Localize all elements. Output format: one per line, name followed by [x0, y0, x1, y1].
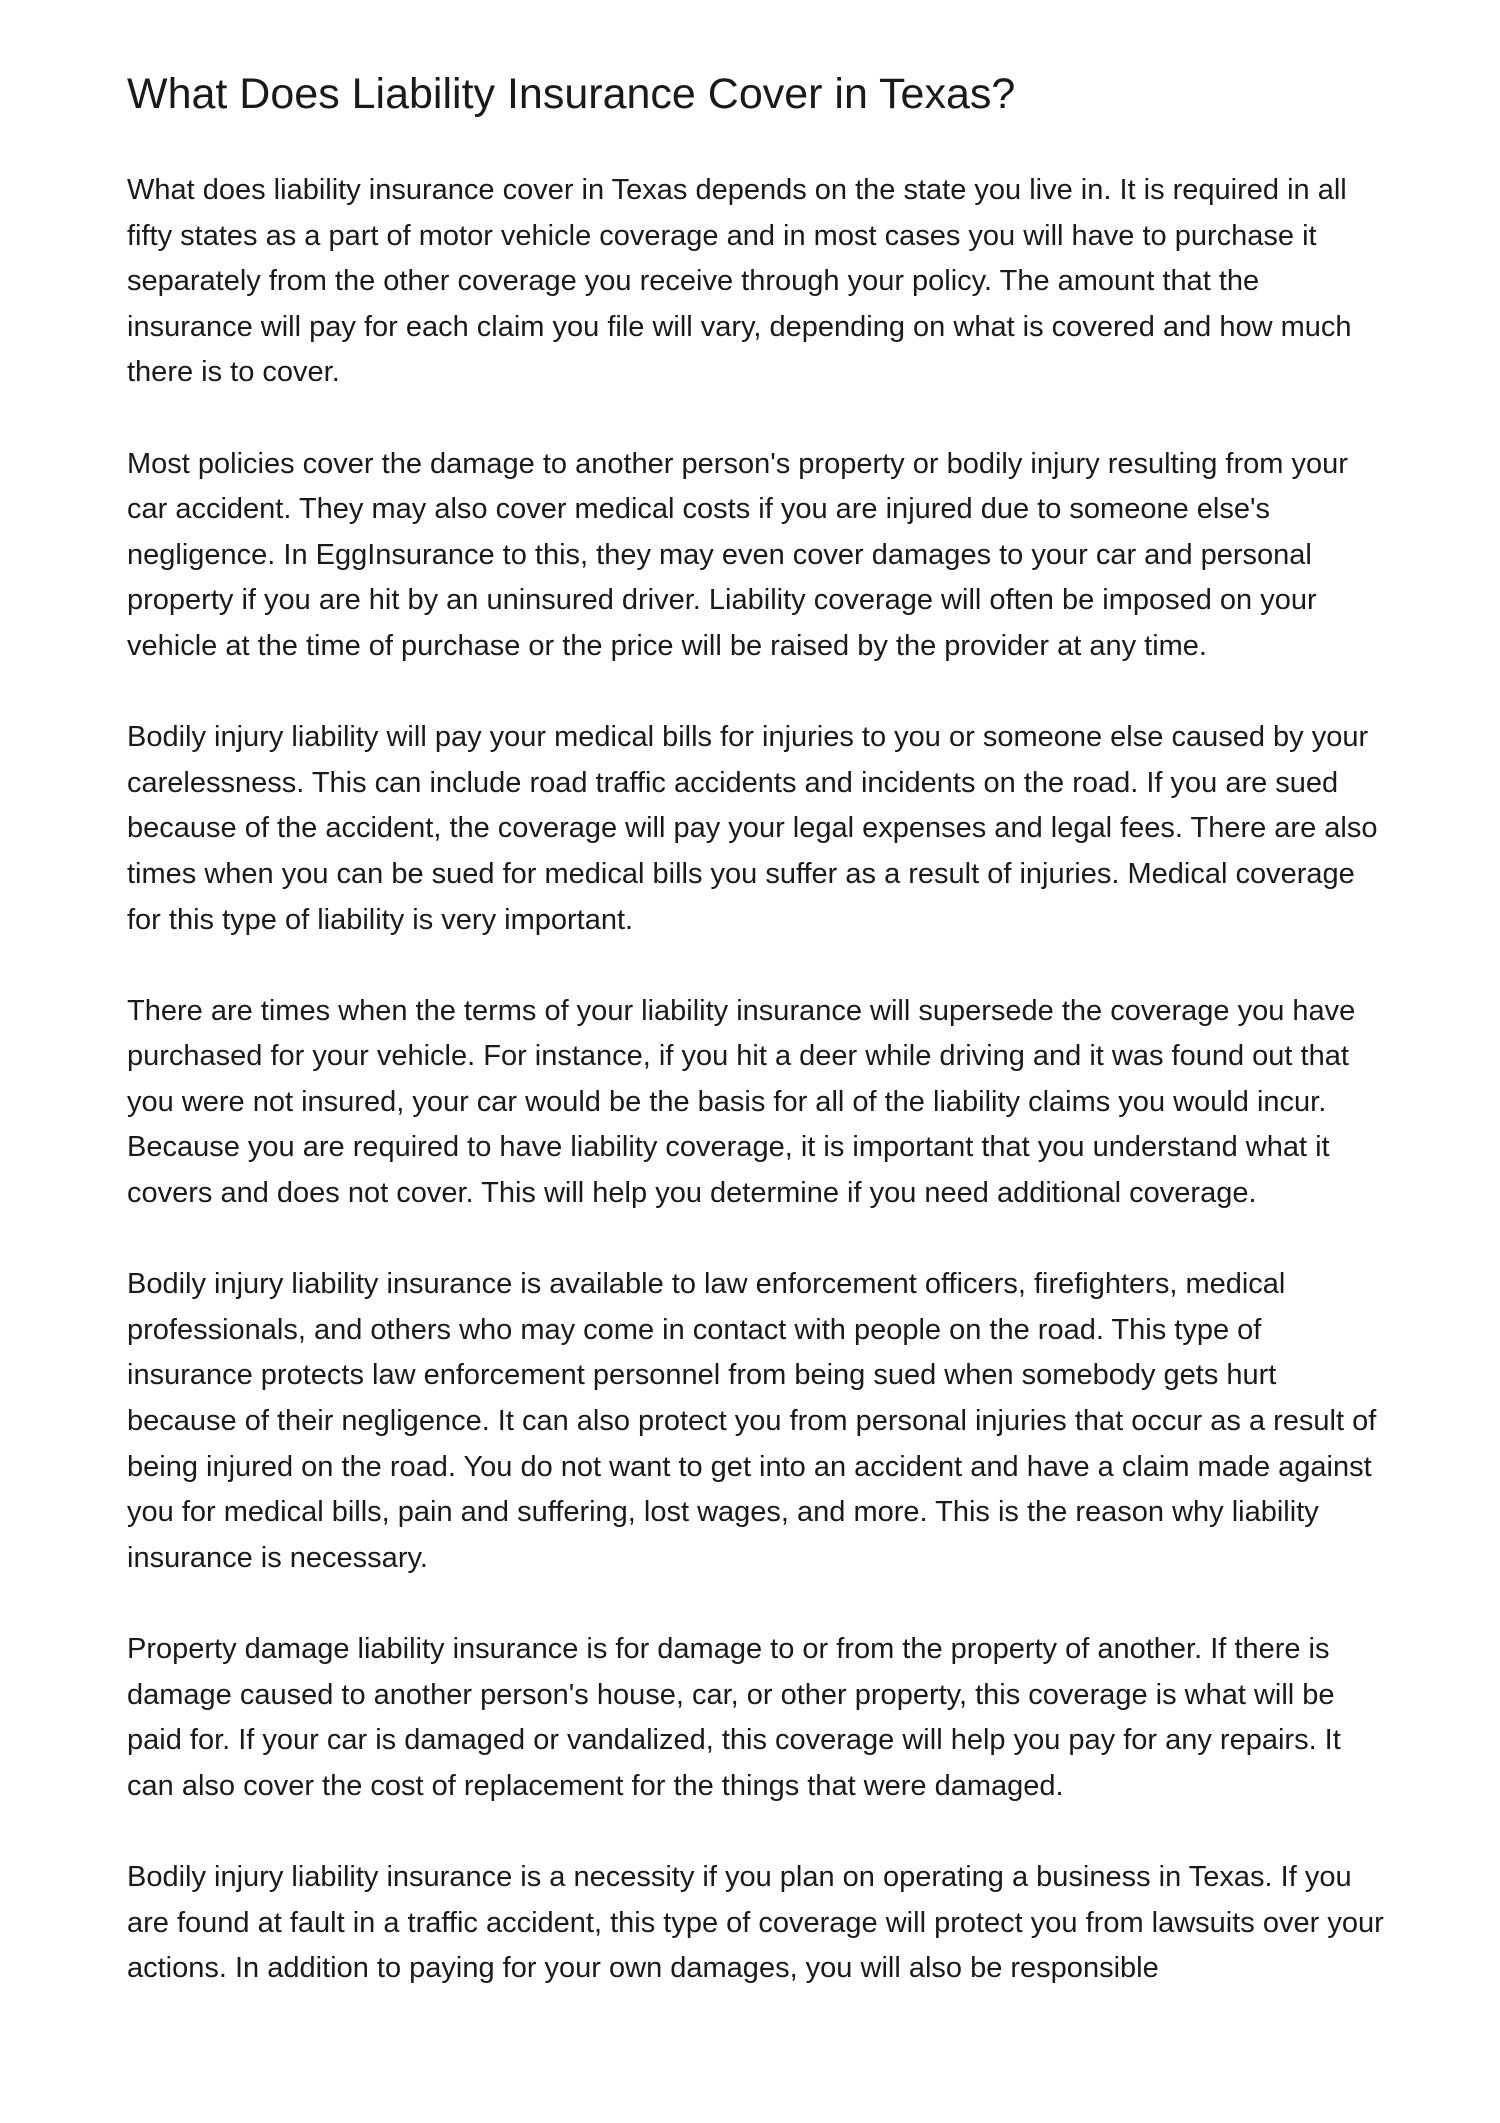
paragraph-terms-supersede: There are times when the terms of your liability insurance will supersede the coverage you have purchased for your vehicle. For instance, if you hit a deer while driving and it was found out that you were not insured, your car would be the basis for all of the liability claims you would incur. Because you are required to have liability coverage, it is important that you understand what it covers and does not cover. This will help you determine if you need additional coverage.	[127, 994, 1356, 1210]
paragraph-law-enforcement: Bodily injury liability insurance is available to law enforcement officers, firefighters, medical professionals, and others who may come in contact with people on the road. This type of insurance protects law enforcement personnel from being sued when somebody gets hurt because of their negligence. It can also protect you from personal injuries that occur as a result of being injured on the road. You do not want to get into an accident and have a claim made against you for medical bills, pain and suffering, lost wages, and more. This is the reason why liability insurance is necessary.	[127, 1268, 1377, 1574]
page-title: What Does Liability Insurance Cover in Texas?	[127, 70, 1016, 118]
paragraph-property-damage: Property damage liability insurance is for damage to or from the property of another. If there is damage caused to another person's house, car, or other property, this coverage is what will be paid for. If your car is damaged or vandalized, this coverage will help you pay for any repairs. It can also cover the cost of replacement for the things that were damaged.	[127, 1633, 1341, 1802]
document-page	[127, 0, 1387, 1992]
paragraph-bodily-injury: Bodily injury liability will pay your medical bills for injuries to you or someone else caused by your carelessness. This can include road traffic accidents and incidents on the road. If you are sued because of the accident, the coverage will pay your legal expenses and legal fees. There are also times when you can be sued for medical bills you suffer as a result of injuries. Medical coverage for this type of liability is very important.	[127, 721, 1378, 936]
paragraph-policy-coverage: Most policies cover the damage to another person's property or bodily injury resulting from your car accident. They may also cover medical costs if you are injured due to someone else's negligence. In EggInsurance to this, they may even cover damages to your car and personal property if you are hit by an uninsured driver. Liability coverage will often be imposed on your vehicle at the time of purchase or the price will be raised by the provider at any time.	[127, 447, 1348, 662]
paragraph-business-texas: Bodily injury liability insurance is a necessity if you plan on operating a business in Texas. If you are found at fault in a traffic accident, this type of coverage will protect you from lawsuits over your actions. In addition to paying for your own damages, you will also be responsible	[127, 1860, 1384, 1985]
paragraph-intro: What does liability insurance cover in Texas depends on the state you live in. It is required in all fifty states as a part of motor vehicle coverage and in most cases you will have to purchase it separately from the other coverage you receive through your policy. The amount that the insurance will pay for each claim you file will vary, depending on what is covered and how much there is to cover.	[127, 174, 1352, 389]
